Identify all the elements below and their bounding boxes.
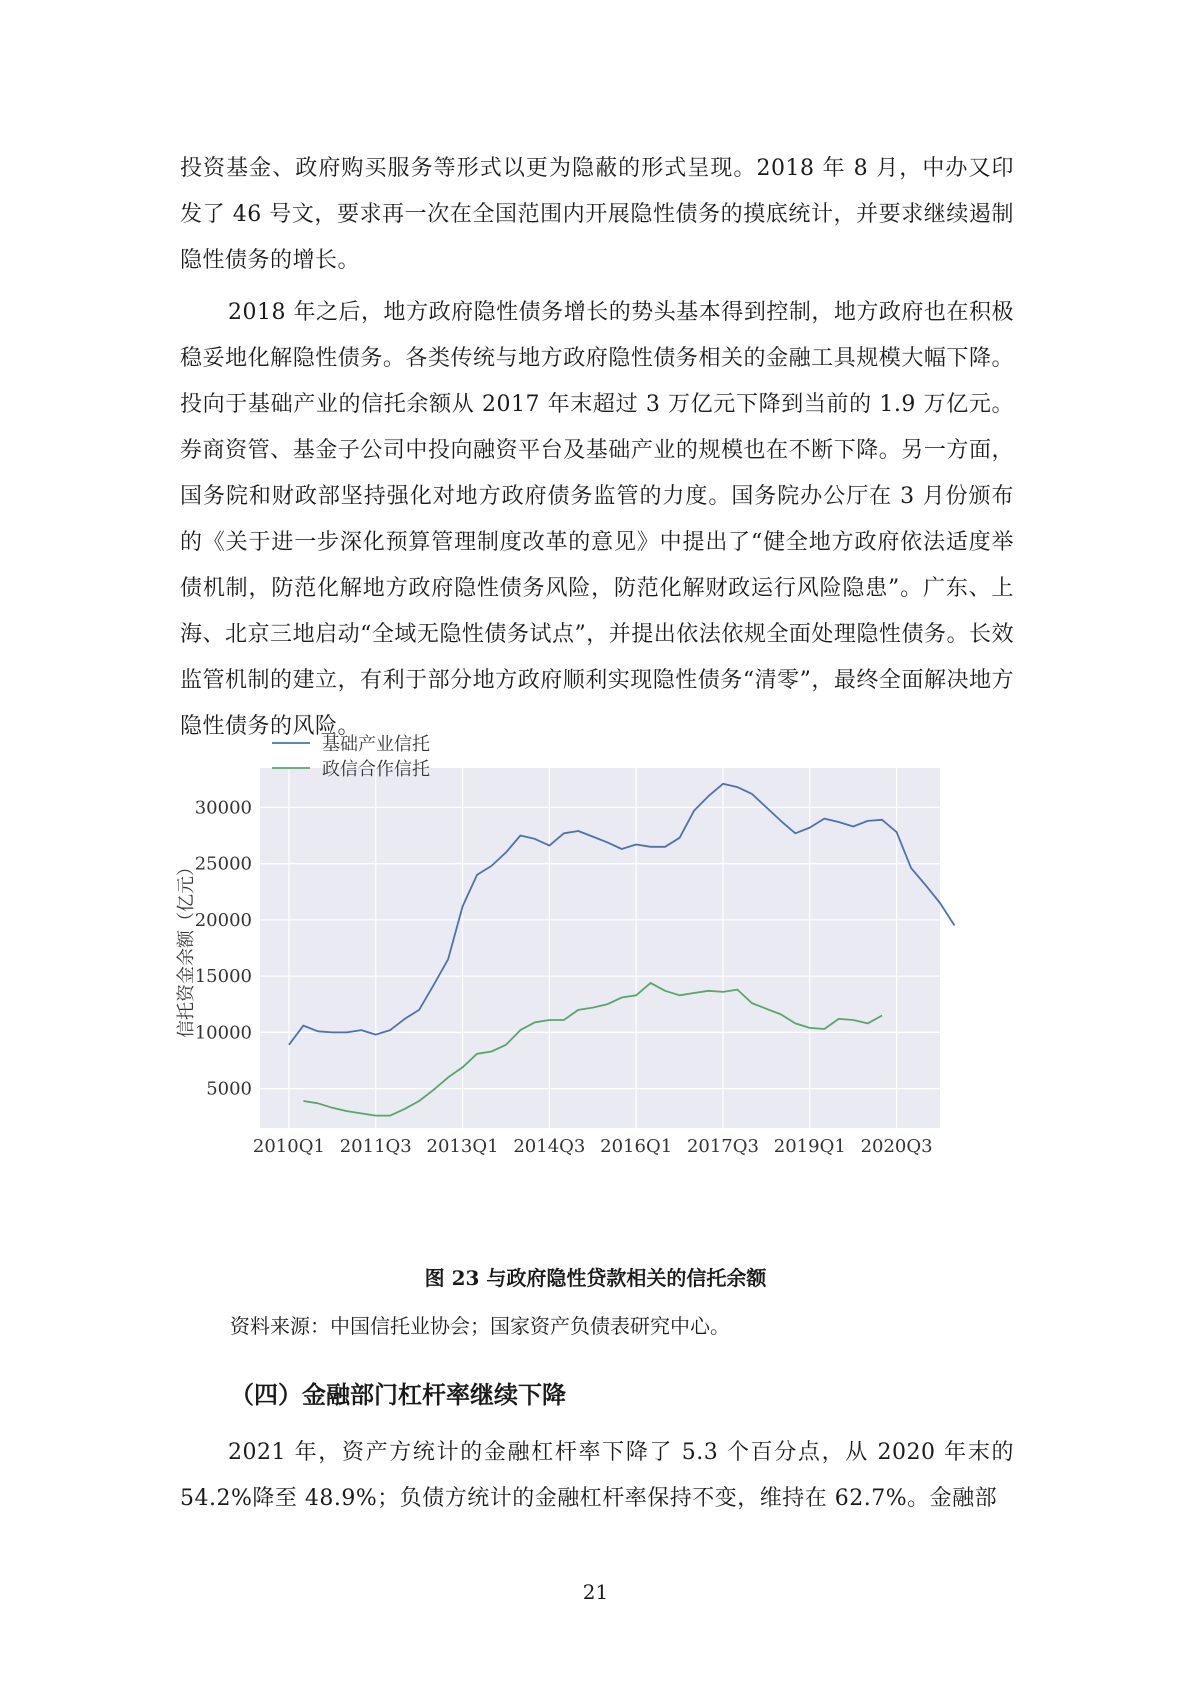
y-tick-label: 5000 — [206, 1078, 252, 1100]
x-tick-label: 2011Q3 — [339, 1136, 412, 1157]
trust-balance-chart — [176, 734, 960, 1168]
y-tick-label: 15000 — [194, 966, 252, 988]
y-axis-label: 信托资金余额（亿元） — [176, 858, 197, 1038]
body-paragraph: 2018 年之后，地方政府隐性债务增长的势头基本得到控制，地方政府也在积极稳妥地化解隐性债务。各类传统与地方政府隐性债务相关的金融工具规模大幅下降。投向于基础产业的信托余额从 2017 年末超过 3 万亿元下降到当前的 1.9 万亿元。券商资管、基金子公司中投向融资平台及基础产业的规模也在不断下降。另一方面，国务院和财政部坚持强化对地方政府债务监管的力度。国务院办公厅在 3 月份颁布的《关于进一步深化预算管理制度改革的意见》中提出了“健全地方政府依法适度举债机制，防范化解地方政府隐性债务风险，防范化解财政运行风险隐患”。广东、上海、北京三地启动“全域无隐性债务试点”，并提出依法依规全面处理隐性债务。长效监管机制的建立，有利于部分地方政府顺利实现隐性债务“清零”，最终全面解决地方隐性债务的风险。 — [180, 300, 1014, 739]
y-tick-label: 25000 — [194, 853, 252, 875]
x-tick-label: 2013Q1 — [426, 1136, 499, 1157]
y-tick-label: 30000 — [194, 797, 252, 819]
section-paragraph: 2021 年，资产方统计的金融杠杆率下降了 5.3 个百分点，从 2020 年末的 54.2%降至 48.9%；负债方统计的金融杠杆率保持不变，维持在 62.7%。金融部 — [180, 1440, 1014, 1511]
y-tick-label: 20000 — [194, 909, 252, 931]
legend-label-infra: 基础产业信托 — [322, 734, 430, 755]
x-tick-label: 2020Q3 — [860, 1136, 933, 1157]
page-number: 21 — [582, 1580, 609, 1604]
x-tick-label: 2010Q1 — [252, 1136, 325, 1157]
x-tick-label: 2017Q3 — [686, 1136, 759, 1157]
y-tick-label: 10000 — [194, 1022, 252, 1044]
legend-label-gov: 政信合作信托 — [322, 759, 430, 780]
intro-paragraph: 投资基金、政府购买服务等形式以更为隐蔽的形式呈现。2018 年 8 月，中办又印发了 46 号文，要求再一次在全国范围内开展隐性债务的摸底统计，并要求继续遏制隐性债务的增长。 — [180, 156, 1014, 273]
x-tick-label: 2019Q1 — [773, 1136, 846, 1157]
section-heading: （四）金融部门杠杆率继续下降 — [230, 1381, 566, 1409]
x-tick-label: 2014Q3 — [513, 1136, 586, 1157]
x-tick-label: 2016Q1 — [600, 1136, 673, 1157]
figure-source: 资料来源：中国信托业协会；国家资产负债表研究中心。 — [230, 1314, 730, 1338]
figure-caption: 图 23 与政府隐性贷款相关的信托余额 — [424, 1266, 767, 1290]
